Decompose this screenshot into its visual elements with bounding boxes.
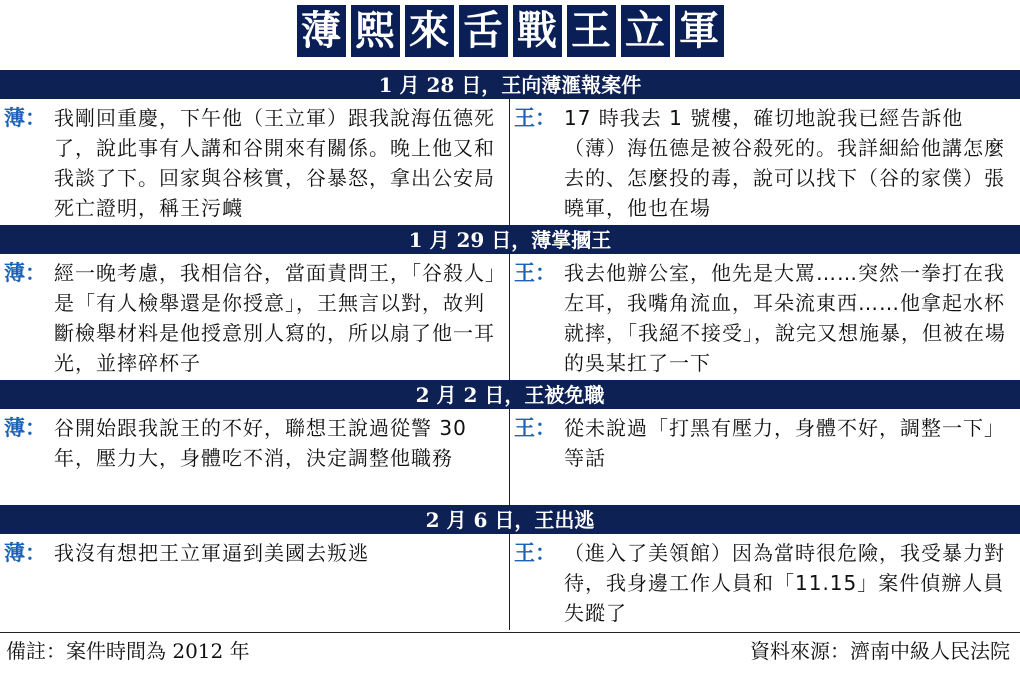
section-body xyxy=(0,99,1020,225)
section-body xyxy=(0,534,1020,630)
title-char: 立 xyxy=(621,5,670,57)
footnote: 備註：案件時間為 2012 年 xyxy=(6,639,250,663)
title-char: 戰 xyxy=(513,5,562,57)
title-char: 薄 xyxy=(297,5,346,57)
section-feb-2 xyxy=(0,380,1020,505)
title-char: 熙 xyxy=(351,5,400,57)
wang-statement xyxy=(510,99,1020,225)
bo-statement xyxy=(0,534,510,630)
section-body xyxy=(0,254,1020,380)
section-header: 2 月 2 日，王被免職 xyxy=(0,380,1020,409)
statement-text: 經一晚考慮，我相信谷，當面責問王，「谷殺人」是「有人檢舉還是你授意」，王無言以對，故判斷檢舉材料是他授意別人寫的，所以扇了他一耳光，並摔碎杯子 xyxy=(54,261,496,375)
speaker-label: 薄： xyxy=(4,416,46,440)
wang-statement xyxy=(510,534,1020,630)
statement-text: 谷開始跟我說王的不好，聯想王說過從警 30 年，壓力大，身體吃不消，決定調整他職務 xyxy=(54,416,467,470)
footer xyxy=(0,632,1020,671)
title-char: 舌 xyxy=(459,5,508,57)
section-header: 1 月 29 日，薄掌摑王 xyxy=(0,225,1020,254)
statement-text: 從未說過「打黑有壓力，身體不好，調整一下」等話 xyxy=(564,416,1005,470)
speaker-label: 王： xyxy=(514,106,556,130)
title-char: 軍 xyxy=(675,5,724,57)
bo-statement xyxy=(0,99,510,225)
speaker-label: 薄： xyxy=(4,261,46,285)
page-title xyxy=(0,5,1020,59)
bo-statement xyxy=(0,254,510,380)
speaker-label: 王： xyxy=(514,261,556,285)
speaker-label: 薄： xyxy=(4,106,46,130)
wang-statement xyxy=(510,254,1020,380)
speaker-label: 薄： xyxy=(4,541,46,565)
speaker-label: 王： xyxy=(514,541,556,565)
bo-statement xyxy=(0,409,510,505)
section-header: 2 月 6 日，王出逃 xyxy=(0,505,1020,534)
speaker-label: 王： xyxy=(514,416,556,440)
statement-text: 我去他辦公室，他先是大罵……突然一拳打在我左耳，我嘴角流血，耳朵流東西……他拿起水杯就摔，「我絕不接受」，說完又想施暴，但被在場的吳某扛了一下 xyxy=(564,261,1006,375)
title-char: 來 xyxy=(405,5,454,57)
statement-text: （進入了美領館）因為當時很危險，我受暴力對待，我身邊工作人員和「11.15」案件偵辦人員失蹤了 xyxy=(564,541,1005,625)
section-body xyxy=(0,409,1020,505)
section-feb-6 xyxy=(0,505,1020,630)
statement-text: 17 時我去 1 號樓，確切地說我已經告訴他（薄）海伍德是被谷殺死的。我詳細給他講怎麼去的、怎麼投的毒，說可以找下（谷的家僕）張曉軍，他也在場 xyxy=(564,106,1005,220)
statement-text: 我沒有想把王立軍逼到美國去叛逃 xyxy=(54,541,369,565)
section-jan-28 xyxy=(0,70,1020,225)
section-jan-29 xyxy=(0,225,1020,380)
statement-text: 我剛回重慶，下午他（王立軍）跟我說海伍德死了，說此事有人講和谷開來有關係。晚上他又和我談了下。回家與谷核實，谷暴怒，拿出公安局死亡證明，稱王污衊 xyxy=(54,106,495,220)
title-char: 王 xyxy=(567,5,616,57)
section-header: 1 月 28 日，王向薄滙報案件 xyxy=(0,70,1020,99)
sections-table xyxy=(0,70,1020,630)
source-credit: 資料來源：濟南中級人民法院 xyxy=(750,639,1010,663)
wang-statement xyxy=(510,409,1020,505)
